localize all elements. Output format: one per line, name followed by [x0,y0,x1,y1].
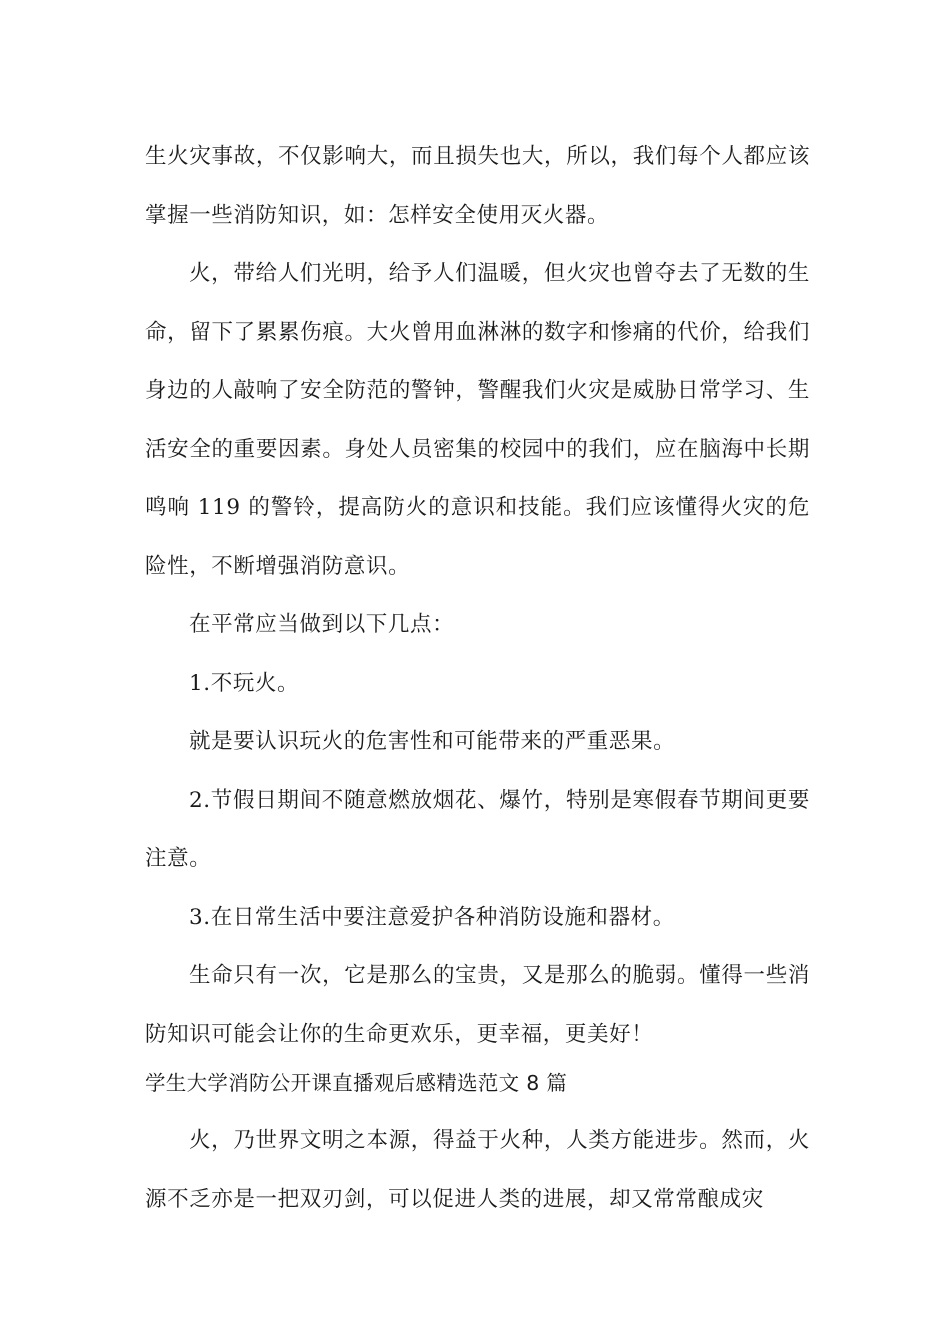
paragraph-5: 就是要认识玩火的危害性和可能带来的严重恶果。 [189,729,676,754]
paragraph-3: 在平常应当做到以下几点： [189,612,455,637]
list-item-3: 3.在日常生活中要注意爱护各种消防设施和器材。 [189,904,675,930]
paragraph-9: 火，乃世界文明之本源，得益于火种，人类方能进步。然而，火源不乏亦是一把双刃剑，可以促进人类的进展，却又常常酿成灾 [145,1128,810,1212]
paragraph-2: 火，带给人们光明，给予人们温暖，但火灾也曾夺去了无数的生命，留下了累累伤痕。大火曾用血淋淋的数字和惨痛的代价，给我们身边的人敲响了安全防范的警钟，警醒我们火灾是威胁日常学习、生活安全的重要因素。身处人员密集的校园中的我们，应在脑海中长期鸣响 119 的警铃，提高防火的意识和技能。我们应该懂得火灾的危险性，不断增强消防意识。 [145,261,810,579]
list-item-2: 2.节假日期间不随意燃放烟花、爆竹，特别是寒假春节期间更要注意。 [145,787,810,871]
section-heading: 学生大学消防公开课直播观后感精选范文 8 篇 [145,1071,568,1095]
paragraph-1: 生火灾事故，不仅影响大，而且损失也大，所以，我们每个人都应该掌握一些消防知识，如：怎样安全使用灭火器。 [145,144,810,228]
list-item-1: 1.不玩火。 [189,670,300,696]
paragraph-8: 生命只有一次，它是那么的宝贵，又是那么的脆弱。懂得一些消防知识可能会让你的生命更欢乐，更幸福，更美好！ [145,963,810,1047]
document-body [145,128,810,1229]
